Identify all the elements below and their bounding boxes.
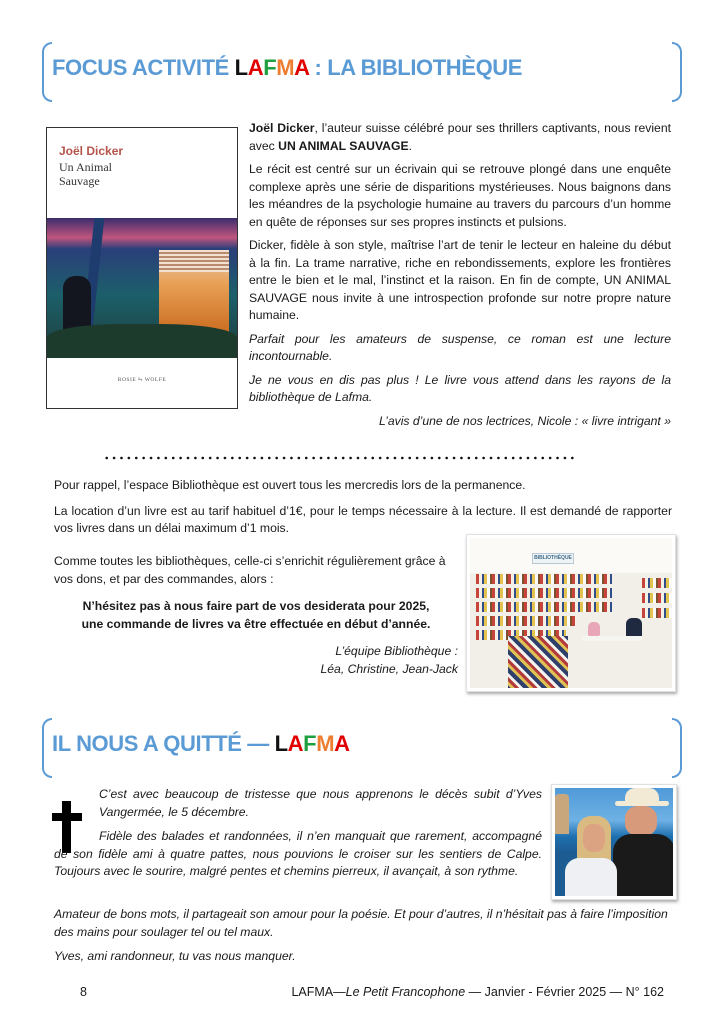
book-cover-title bbox=[59, 160, 169, 188]
review-paragraph-4: Parfait pour les amateurs de suspense, ce roman est une lecture incontournable. bbox=[249, 331, 671, 363]
library-sign: BIBLIOTHÈQUE bbox=[532, 553, 574, 564]
review-intro-text: , l’auteur suisse célébré pour ses thrillers captivants, nous revient avec bbox=[249, 121, 671, 153]
obituary-photo bbox=[551, 784, 677, 900]
man-shirt bbox=[613, 834, 673, 896]
cover-bushes bbox=[47, 324, 237, 358]
obituary-paragraph-2: Fidèle des balades et randonnées, il n’en manquait que rarement, accompagné de son fidèle ami à quatre pattes, nous pouvions le croiser sur les sentiers de Calpe. Toujours avec le sourire, malgré pentes et chemins pierreux, il avançait, à son rythme. bbox=[54, 829, 542, 878]
cross-horizontal bbox=[52, 813, 82, 821]
brand-letter-f: F bbox=[303, 731, 317, 756]
obituary-paragraph-1: C’est avec beaucoup de tristesse que nous apprenons le décès subit d’Yves Vangermée, le 5 décembre. bbox=[99, 787, 542, 819]
library-paragraph-1: Pour rappel, l’espace Bibliothèque est ouvert tous les mercredis lors de la permanence. bbox=[54, 478, 526, 492]
heading-suffix: : LA BIBLIOTHÈQUE bbox=[308, 55, 523, 80]
footer-prefix: LAFMA— bbox=[291, 985, 346, 999]
heading-prefix: FOCUS ACTIVITÉ bbox=[52, 55, 235, 80]
book-cover-title-line1: Un Animal bbox=[59, 160, 112, 174]
library-photo bbox=[466, 534, 676, 692]
woman-face bbox=[583, 824, 605, 852]
footer-publication bbox=[291, 985, 664, 999]
author-name: Joël Dicker bbox=[249, 121, 315, 135]
cover-house bbox=[159, 250, 229, 335]
bookshelf-row bbox=[642, 578, 672, 588]
section-heading bbox=[52, 731, 350, 757]
obituary-closing bbox=[54, 906, 672, 966]
person-man bbox=[626, 618, 642, 638]
obituary-body bbox=[54, 828, 542, 881]
bookshelf-row bbox=[642, 608, 672, 618]
book-cover-illustration bbox=[47, 218, 237, 358]
brand-letter-a: A bbox=[287, 731, 304, 756]
review-paragraph-3: Dicker, fidèle à son style, maîtrise l’art de tenir le lecteur en haleine du début à la fin. La trame narrative, riche en rebondissements, explore les frontières entre le bien et le mal, l’instinct et la raison. En fin de compte, UN ANIMAL SAUVAGE nous invite à une introspection profonde sur notre propre nature humaine. bbox=[249, 238, 671, 322]
woman-jacket bbox=[565, 858, 617, 896]
footer-issue: — Janvier - Février 2025 — N° 162 bbox=[465, 985, 664, 999]
page-number: 8 bbox=[80, 985, 87, 999]
library-donations bbox=[54, 553, 458, 678]
footer-title: Le Petit Francophone bbox=[345, 985, 466, 999]
reading-table bbox=[582, 636, 642, 641]
left-bracket bbox=[42, 42, 52, 102]
review-attribution: L’avis d’une de nos lectrices, Nicole : « livre intrigant » bbox=[379, 413, 671, 428]
brand-letter-m: M bbox=[276, 55, 295, 80]
right-bracket bbox=[672, 718, 682, 778]
section-title-obituary bbox=[42, 718, 682, 774]
bookshelf-row bbox=[476, 602, 612, 612]
bookshelf-row bbox=[476, 616, 576, 626]
brand-letter-a2: A bbox=[334, 731, 350, 756]
library-paragraph-3: Comme toutes les bibliothèques, celle-ci s’enrichit régulièrement grâce à vos dons, et par des commandes, alors : bbox=[54, 554, 446, 586]
right-bracket bbox=[672, 42, 682, 102]
signature-line-2: Léa, Christine, Jean-Jack bbox=[320, 661, 458, 676]
book-display-table bbox=[508, 636, 568, 688]
left-bracket bbox=[42, 718, 52, 778]
heading-prefix: IL NOUS A QUITTÉ — bbox=[52, 731, 275, 756]
review-paragraph-5: Je ne vous en dis pas plus ! Le livre vous attend dans les rayons de la bibliothèque de Lafma. bbox=[249, 372, 671, 404]
dotted-separator bbox=[103, 456, 575, 460]
signature-line-1: L’équipe Bibliothèque : bbox=[335, 644, 458, 658]
brand-letter-l: L bbox=[234, 55, 248, 80]
brand-letter-m: M bbox=[316, 731, 335, 756]
bookshelf-row bbox=[476, 574, 612, 584]
book-cover-image bbox=[46, 127, 238, 409]
obituary-paragraph-3: Amateur de bons mots, il partageait son amour pour la poésie. Et pour d’autres, il n’hésitait pas à faire l’imposition des mains pour soulager tel ou tel maux. bbox=[54, 907, 668, 939]
brand-letter-a: A bbox=[247, 55, 264, 80]
rock-cliff bbox=[555, 794, 569, 834]
portrait-scene bbox=[555, 788, 673, 896]
brand-letter-f: F bbox=[263, 55, 277, 80]
review-paragraph-2: Le récit est centré sur un écrivain qui se retrouve plongé dans une enquête complexe après une série de disparitions mystérieuses. Nous baignons dans les méandres de la psychologie humaine au travers du parcours d’un homme en quête de réponses sur ses propres instincts et pulsions. bbox=[249, 162, 671, 229]
review-intro-end: . bbox=[408, 138, 412, 153]
book-title-text: UN ANIMAL SAUVAGE bbox=[278, 138, 409, 153]
book-cover-author: Joël Dicker bbox=[59, 144, 124, 158]
callout-line-2: une commande de livres va être effectuée en début d’année. bbox=[81, 616, 431, 631]
person-woman bbox=[588, 622, 600, 636]
bookshelf-row bbox=[476, 588, 612, 598]
section-heading bbox=[52, 55, 522, 81]
bookshelf-row bbox=[642, 593, 672, 603]
obituary-intro bbox=[99, 786, 542, 821]
hat bbox=[625, 788, 659, 802]
library-paragraph-2: La location d’un livre est au tarif habituel d’1€, pour le temps nécessaire à la lecture. Il est demandé de rapporter vos livres dans un délai maximum d’1 mois. bbox=[54, 503, 672, 535]
library-scene bbox=[470, 538, 672, 688]
book-review bbox=[249, 120, 671, 430]
callout-line-1: N’hésitez pas à nous faire part de vos desiderata pour 2025, bbox=[82, 599, 430, 613]
book-cover-publisher: ROSIE ⥲ WOLFE bbox=[117, 377, 167, 383]
man-face bbox=[625, 806, 657, 836]
section-title-bibliotheque bbox=[42, 42, 682, 98]
book-cover-title-line2: Sauvage bbox=[59, 174, 100, 188]
library-info bbox=[54, 477, 672, 538]
obituary-paragraph-4: Yves, ami randonneur, tu vas nous manquer. bbox=[54, 949, 296, 963]
brand-letter-a2: A bbox=[294, 55, 309, 80]
review-paragraph-1 bbox=[249, 120, 671, 155]
brand-letter-l: L bbox=[274, 731, 288, 756]
